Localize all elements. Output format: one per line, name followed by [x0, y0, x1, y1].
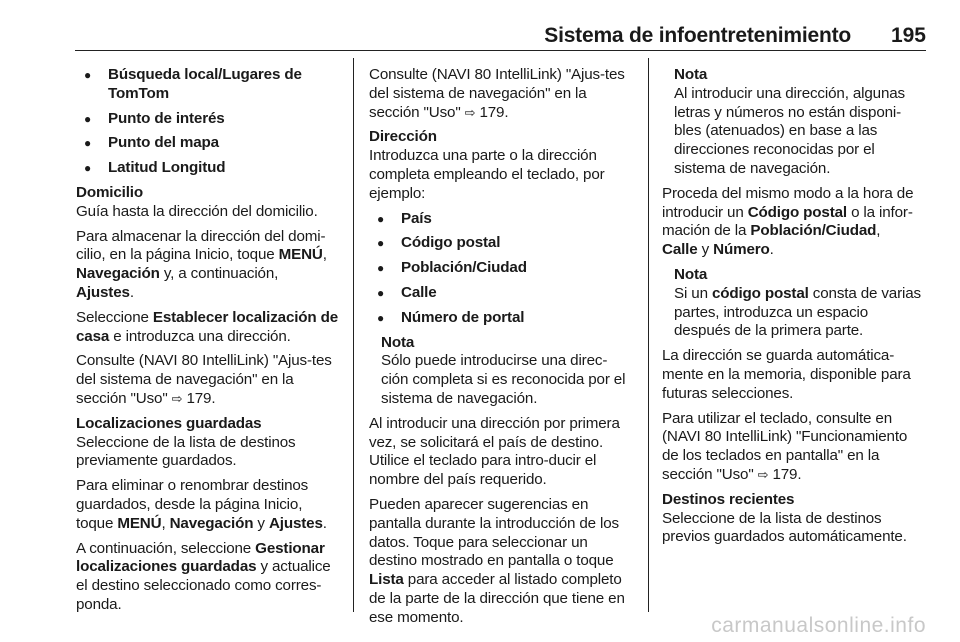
list-item: ● Punto de interés	[76, 110, 340, 129]
note-box	[662, 266, 926, 341]
watermark: carmanualsonline.info	[711, 614, 926, 637]
page-number: 195	[890, 24, 926, 47]
note-text: Si un código postal consta de varias partes, introduzca un espacio después de la primera parte.	[674, 284, 921, 340]
list-item: ● Búsqueda local/Lugares de TomTom	[76, 66, 340, 104]
paragraph: Para almacenar la dirección del domi-cilio, en la página Inicio, toque MENÚ, Navegación y, a continuación, Ajustes.	[76, 227, 327, 301]
paragraph: Consulte (NAVI 80 IntelliLink) "Ajus-tes del sistema de navegación" en la sección "Uso" ⇨ 179.	[76, 352, 332, 407]
note-text: Sólo puede introducirse una direc-ción completa si es reconocida por el sistema de navegación.	[381, 352, 626, 407]
paragraph: Para eliminar o renombrar destinos guardados, desde la página Inicio, toque MENÚ, Navegación y Ajustes.	[76, 477, 327, 532]
paragraph: Consulte (NAVI 80 IntelliLink) "Ajus-tes del sistema de navegación" en la sección "Uso" ⇨ 179.	[369, 66, 625, 121]
paragraph: Introduzca una parte o la dirección completa empleando el teclado, por ejemplo:	[369, 147, 605, 202]
note-title: Nota	[674, 265, 708, 283]
note-box	[369, 334, 633, 409]
list-item: ● País	[369, 210, 633, 229]
list-item: ● Código postal	[369, 234, 633, 253]
section-heading: Domicilio	[76, 183, 144, 201]
paragraph: Para utilizar el teclado, consulte en (NAVI 80 IntelliLink) "Funcionamiento de los teclados en pantalla" en la sección "Uso" ⇨ 179.	[662, 409, 908, 483]
column-1	[76, 66, 340, 621]
column-2	[369, 66, 633, 634]
paragraph: Al introducir una dirección por primera vez, se solicitará el país de destino. Utilice el teclado para intro-ducir el nombre del país requerido.	[369, 414, 620, 489]
page-reference-arrow-icon: ⇨	[171, 390, 183, 406]
paragraph: A continuación, seleccione Gestionar localizaciones guardadas y actualice el destino seleccionado como corres-ponda.	[76, 539, 331, 613]
note-text: Al introducir una dirección, algunas letras y números no están disponi-bles (atenuados) en base a las direcciones reconocidas por el sistema de navegación.	[674, 84, 905, 177]
page-title: Sistema de infoentretenimiento	[544, 24, 851, 47]
list-item: ● Calle	[369, 284, 633, 303]
note-title: Nota	[381, 333, 415, 351]
list-item: ● Punto del mapa	[76, 134, 340, 153]
column-3	[662, 66, 926, 553]
paragraph: Seleccione de la lista de destinos previamente guardados.	[76, 433, 296, 470]
column-divider	[648, 58, 649, 612]
bullet-list	[76, 66, 340, 178]
page-reference-arrow-icon: ⇨	[464, 104, 476, 120]
section-heading: Dirección	[369, 128, 437, 146]
bullet-list	[369, 210, 633, 328]
paragraph: Guía hasta la dirección del domicilio.	[76, 202, 318, 220]
paragraph: Seleccione Establecer localización de casa e introduzca una dirección.	[76, 308, 339, 345]
list-item: ● Población/Ciudad	[369, 259, 633, 278]
note-box	[662, 66, 926, 179]
paragraph: Proceda del mismo modo a la hora de introducir un Código postal o la infor-mación de la Población/Ciudad, Calle y Número.	[662, 184, 914, 259]
list-item: ● Latitud Longitud	[76, 159, 340, 178]
section-heading: Localizaciones guardadas	[76, 414, 262, 432]
column-divider	[353, 58, 354, 612]
page-header	[75, 0, 926, 51]
paragraph: Pueden aparecer sugerencias en pantalla durante la introducción de los datos. Toque para seleccionar un destino mostrado en pantalla o toque Lista para acceder al listado completo de la parte de la dirección que tiene en ese momento.	[369, 495, 625, 626]
note-title: Nota	[674, 66, 708, 83]
page-reference-arrow-icon: ⇨	[757, 466, 769, 482]
section-heading: Destinos recientes	[662, 490, 795, 508]
paragraph: La dirección se guarda automática-mente en la memoria, disponible para futuras selecciones.	[662, 347, 911, 402]
list-item: ● Número de portal	[369, 309, 633, 328]
paragraph: Seleccione de la lista de destinos previos guardados automáticamente.	[662, 509, 907, 546]
